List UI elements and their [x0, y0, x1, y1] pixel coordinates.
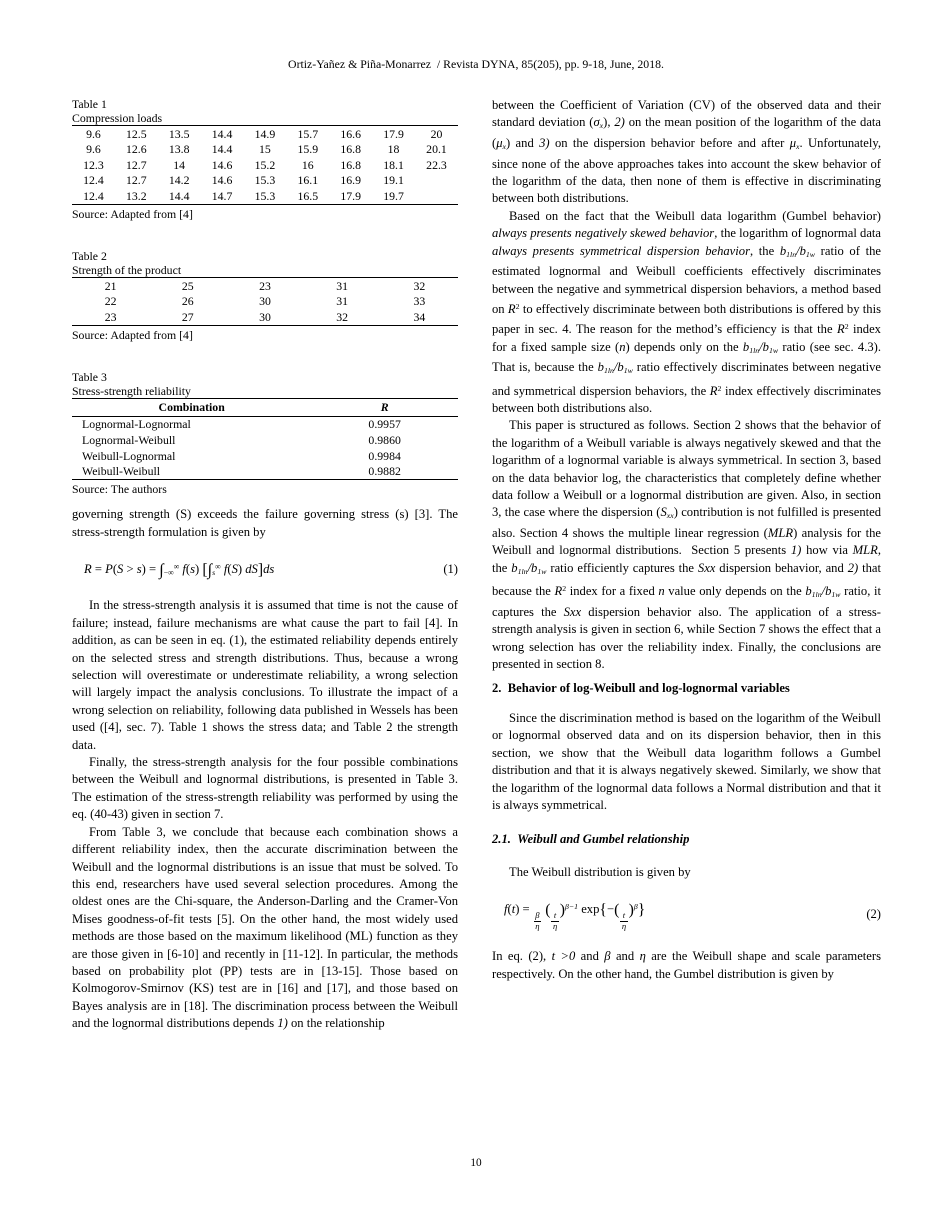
equation-2-row [492, 898, 881, 932]
equation-1: $R = P(S > s) = \int_{-\infty}^\infty$ f(s) [$\int_s^\infty$ f(S) dS]ds [84, 559, 275, 579]
table-row: 9.6 12.6 13.8 14.4 15 15.9 16.8 18 20.1 [86, 142, 447, 157]
stress-strength-reliability-table [72, 398, 458, 480]
para-method-based-on-r2: Based on the fact that the Weibull data logarithm (Gumbel behavior) always presents negatively skewed behavior, the logarithm of lognormal data always presents symmetrical dispersion behavior, the $b_{1ln}/b_{1w}$ ratio of the estimated lognormal and Weibull coefficients effectively discriminates between the negative and symmetrical dispersion behaviors, a method based on $R^2$ to effectively discriminate between both distributions is offered by this paper in sec. 4. The reason for the method’s efficiency is that the $R^2$ index for a fixed sample size (n) depends only on the $b_{1ln}/b_{1w}$ ratio (see sec. 4.3). That is, because the $b_{1ln}/b_{1w}$ ratio effectively discriminates between negative and symmetrical dispersion behaviors, the $R^2$ index effectively discriminates between both distributions also. [492, 208, 882, 416]
table3-label: Table 3 [72, 369, 107, 384]
table-row: Weibull-Weibull 0.9882 [82, 464, 401, 479]
section-2-1-heading: 2.1. Weibull and Gumbel relationship [492, 832, 690, 847]
table2-caption: Strength of the product [72, 262, 182, 277]
left-column [72, 97, 458, 1033]
product-strength-table [72, 277, 458, 326]
compression-loads-table [72, 125, 458, 205]
table2-source: Source: Adapted from [4] [72, 327, 193, 342]
table-row: Lognormal-Weibull 0.9860 [82, 432, 401, 447]
para-four-combinations: Finally, the stress-strength analysis for the four possible combinations between the Weibull and lognormal distributions, is presented in Table 3. The estimation of the stress-strength reliability was performed by using the eq. (40-43) given in section 7. [72, 755, 458, 822]
equation-2-number: (2) [866, 907, 881, 922]
table-row: 22 26 30 31 33 [104, 294, 426, 309]
para-stress-strength-formulation: governing strength (S) exceeds the failure governing stress (s) [3]. The stress-strength formulation is given by [72, 507, 458, 539]
table3-caption: Stress-strength reliability [72, 383, 191, 398]
table2-block [72, 249, 458, 342]
table1-label: Table 1 [72, 97, 107, 111]
right-column [492, 97, 881, 1033]
para-selection-procedures: From Table 3, we conclude that because each combination shows a different reliability index, then the accurate discrimination between the Weibull and the lognormal distributions is an issue that must be solved. To this end, researchers have used several selection procedures. Among the oldest ones are the Chi-square, the Anderson-Darling and the Cramer-Von Mises goodness-of-fit tests [5]. On the other hand, the most widely used methods are those based on the maximum likelihood (ML) function as they are those given in [6-10] and recently in [11-12]. In particular, the methods based on probability plot (PP) tests are in [13-15]. Those based on Kolmogorov-Smirnov (KS) test are in [16] and [17], and those based on Bayes analysis are in [18]. The discrimination process between the Weibull and the lognormal distributions depends 1) on the relationship [72, 824, 458, 1031]
two-column-body [72, 97, 881, 1033]
table3-header-r: R [311, 398, 458, 416]
running-head: Ortiz-Yañez & Piña-Monarrez / Revista DYNA, 85(205), pp. 9-18, June, 2018. [288, 57, 664, 71]
table1-block [72, 97, 458, 221]
table-row: 12.4 12.7 14.2 14.6 15.3 16.1 16.9 19.1 [83, 173, 404, 188]
table-row: 12.3 12.7 14 14.6 15.2 16 16.8 18.1 22.3 [83, 157, 447, 172]
table1-source: Source: Adapted from [4] [72, 206, 193, 221]
table-row: 12.4 13.2 14.4 14.7 15.3 16.5 17.9 19.7 [83, 188, 404, 203]
para-discrimination-method: Since the discrimination method is based on the logarithm of the Weibull or lognormal observed data and on its dispersion behavior, then in this section, we show that the Weibull data logarithm follows a Gumbel distribution and that it is always negatively skewed. Similarly, we show that the logarithm of the lognormal data follows a Normal distribution and that it is always symmetrical. [492, 710, 881, 812]
table2-label: Table 2 [72, 248, 107, 263]
equation-1-row [72, 558, 458, 581]
table-row: 21 25 23 31 32 [104, 278, 426, 293]
equation-1-number: (1) [443, 561, 458, 576]
para-stress-strength-analysis: In the stress-strength analysis it is assumed that time is not the cause of failure; instead, failure mechanisms are what cause the part to fail [4]. In addition, as can be seen in eq. (1), the estimated reliability depends entirely on the selected stress and strength distributions. Thus, because a wrong selection will overestimate or underestimate reliability, a wrong selection will largely impact the analysis conclusions. To illustrate the impact of a wrong selection on reliability, following data published in Wessels has been used ([4], sec. 7). Table 1 shows the stress data; and Table 2 the strength data. [72, 598, 458, 752]
table-row: Weibull-Lognormal 0.9984 [82, 448, 401, 463]
table-row: 9.6 12.5 13.5 14.4 14.9 15.7 16.6 17.9 20 [86, 126, 443, 141]
table-row: 23 27 30 32 34 [104, 309, 426, 324]
table3-block [72, 370, 458, 496]
para-weibull-parameters: In eq. (2), t >0 and β and η are the Weibull shape and scale parameters respectively. On the other hand, the Gumbel distribution is given by [492, 949, 881, 981]
para-paper-structure: This paper is structured as follows. Section 2 shows that the behavior of the logarithm of a Weibull variable is always negatively skewed and that the logarithm of a lognormal variable is always symmetrical. In section 3, based on the data behavior log, the characteristics that completely define whether data follow a Weibull or a lognormal distribution are given. Also, in section 3, the case where the dispersion $(S_{xx})$ contribution is not fulfilled is presented also. Section 4 shows the multiple linear regression (MLR) analysis for the Weibull and lognormal distributions. Section 5 presents 1) how via MLR, the $b_{1ln}/b_{1w}$ ratio efficiently captures the Sxx dispersion behavior, and 2) that because the $R^2$ index for a fixed n value only depends on the $b_{1ln}/b_{1w}$ ratio, it captures the Sxx dispersion behavior also. The application of a stress-strength analysis is given in section 6, while Section 7 shows the effect that a wrong selection has over the reliability index. Finally, the conclusions are presented in section 8. [492, 418, 881, 672]
para-cv-approaches: between the Coefficient of Variation (CV) of the observed data and their standard deviation $(\sigma_x)$, 2) on the mean position of the logarithm of the data $(\mu_x)$ and 3) on the dispersion behavior before and after $\mu_x$. Unfortunately, since none of the above approaches takes into account the skew behavior of the logarithm of the data, then none of them is effective in discriminating between both distributions. [492, 98, 882, 206]
para-weibull-distribution-intro: The Weibull distribution is given by [509, 864, 691, 879]
table-row: Lognormal-Lognormal 0.9957 [82, 417, 401, 432]
table3-header-combination: Combination [72, 398, 311, 416]
table3-header-row [72, 398, 458, 416]
section-2-heading: 2. Behavior of log-Weibull and log-lognormal variables [492, 680, 790, 695]
table1-caption: Compression loads [72, 111, 163, 125]
table3-source: Source: The authors [72, 482, 167, 497]
page-number: 10 [470, 1157, 482, 1169]
equation-2: f(t) = $\frac{\beta}{\eta}$ ( $\frac{t}{\eta}$ )$^{\beta-1}$ exp{−( $\frac{t}{\eta}$ )$^\beta$} [504, 901, 646, 932]
